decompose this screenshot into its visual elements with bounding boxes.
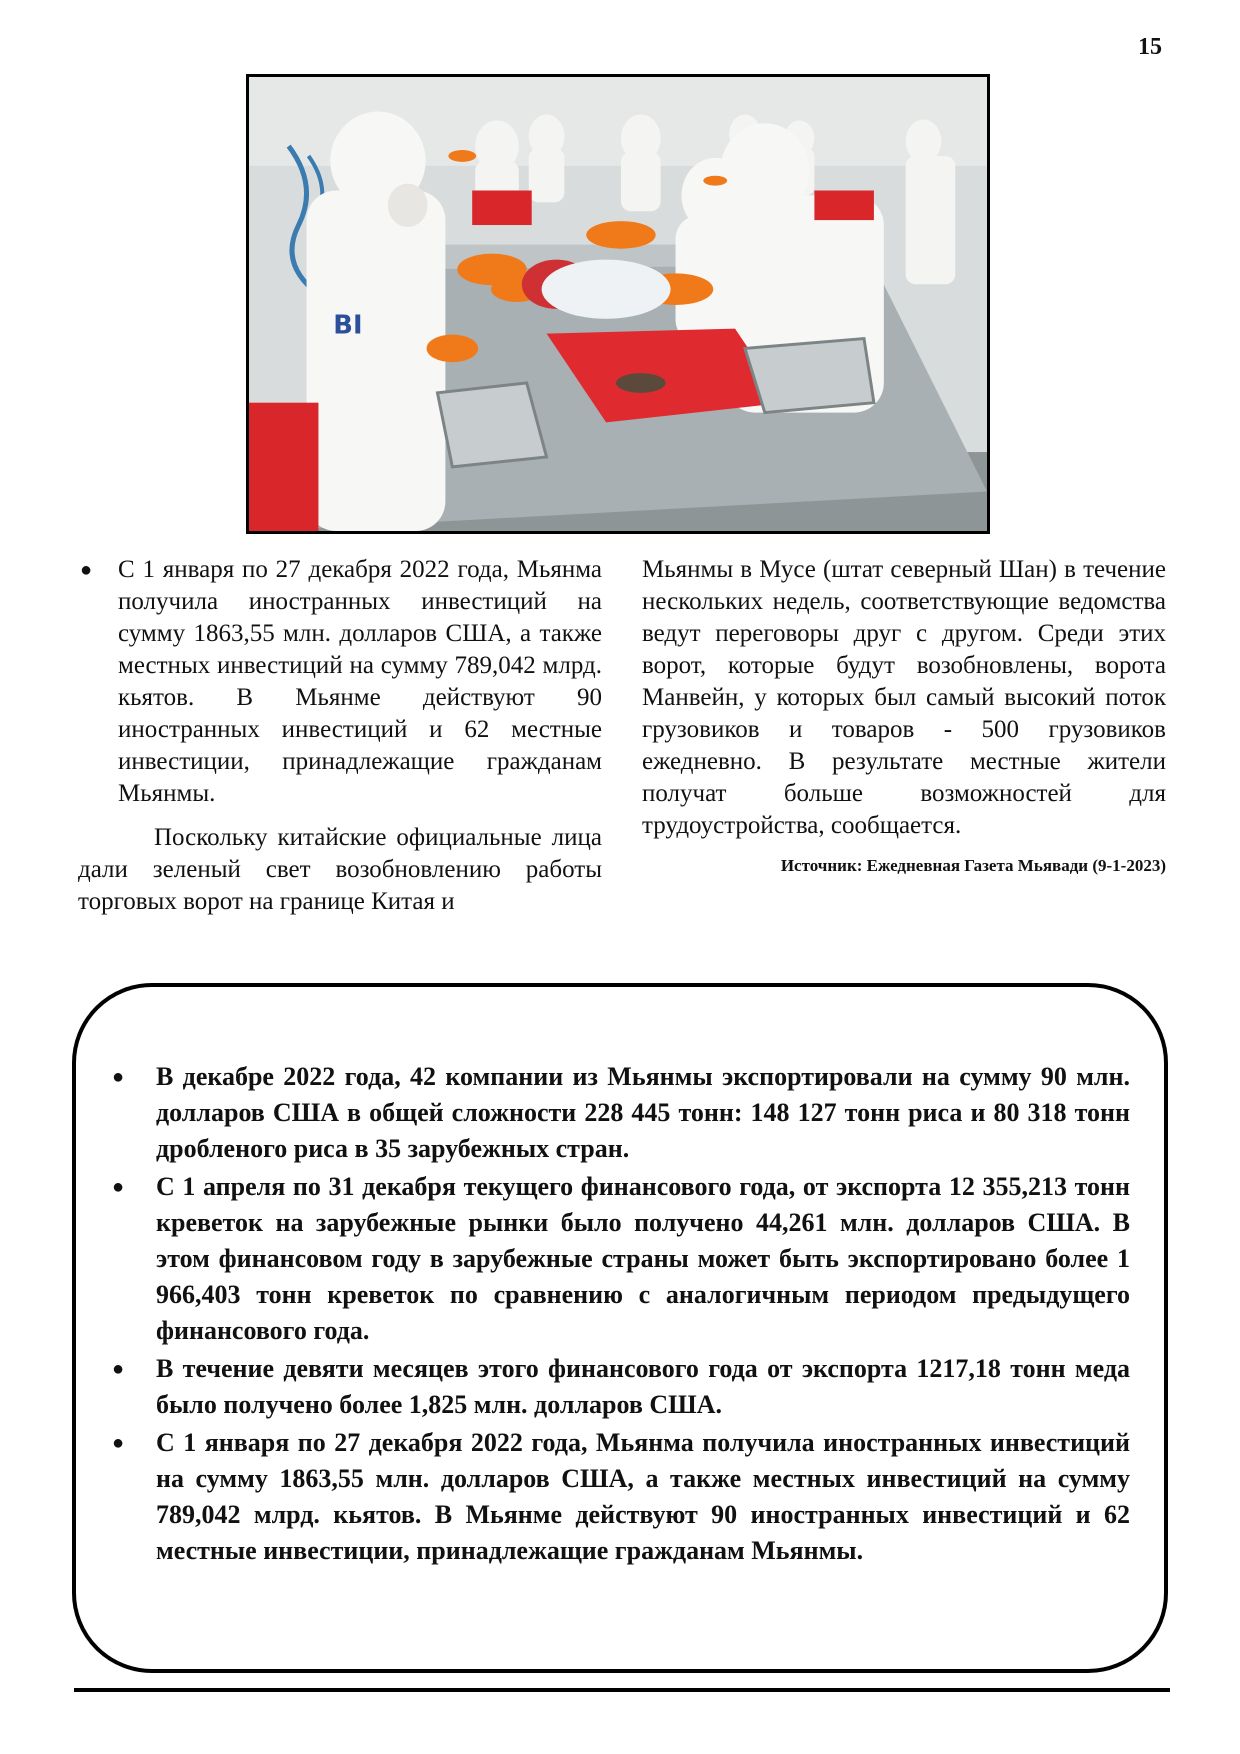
article-left-column	[78, 554, 602, 918]
article-right-column	[642, 554, 1166, 876]
summary-item-text: С 1 января по 27 декабря 2022 года, Мьянма получила иностранных инвестиций на сумму 1863,55 млн. долларов США, а также местных инвестиций на сумму 789,042 млрд. кьятов. В Мьянме действуют 90 иностранных инвестиций и 62 местные инвестиции, принадлежащие гражданам Мьянмы.	[156, 1428, 1130, 1565]
bullet-icon: ●	[80, 559, 93, 581]
summary-item	[112, 1059, 1130, 1167]
bullet-icon: ●	[112, 1176, 125, 1198]
bullet-icon: ●	[112, 1358, 125, 1380]
summary-item	[112, 1169, 1130, 1349]
footer-rule	[74, 1688, 1170, 1692]
page-number: 15	[1138, 34, 1162, 60]
summary-item	[112, 1351, 1130, 1423]
article-columns	[78, 554, 1166, 954]
photo-illustration	[249, 77, 987, 531]
summary-item-text: С 1 апреля по 31 декабря текущего финансового года, от экспорта 12 355,213 тонн креветок на зарубежные рынки было получено 44,261 млн. долларов США. В этом финансовом году в зарубежные страны может быть экспортировано более 1 966,403 тонн креветок по сравнению с аналогичным периодом предыдущего финансового года.	[156, 1172, 1130, 1345]
summary-item-text: В течение девяти месяцев этого финансового года от экспорта 1217,18 тонн меда было получено более 1,825 млн. долларов США.	[156, 1354, 1130, 1419]
summary-item-text: В декабре 2022 года, 42 компании из Мьянмы экспортировали на сумму 90 млн. долларов США в общей сложности 228 445 тонн: 148 127 тонн риса и 80 318 тонн дробленого риса в 35 зарубежных стран.	[156, 1062, 1130, 1163]
article-bullet	[78, 554, 602, 810]
article-paragraph-left: Поскольку китайские официальные лица дали зеленый свет возобновлению работы торговых ворот на границе Китая и	[78, 824, 602, 915]
article-bullet-text: С 1 января по 27 декабря 2022 года, Мьянма получила иностранных инвестиций на сумму 1863,55 млн. долларов США, а также местных инвестиций на сумму 789,042 млрд. кьятов. В Мьянме действуют 90 иностранных инвестиций и 62 местные инвестиции, принадлежащие гражданам Мьянмы.	[118, 556, 602, 807]
bullet-icon: ●	[112, 1066, 125, 1088]
summary-item	[112, 1425, 1130, 1569]
summary-box	[72, 983, 1168, 1673]
bullet-icon: ●	[112, 1432, 125, 1454]
svg-text:BI: BI	[333, 310, 363, 341]
article-source: Источник: Ежедневная Газета Мьявади (9-1-2023)	[780, 856, 1166, 875]
summary-list	[76, 987, 1164, 1569]
shrimp-processing-photo	[246, 74, 990, 534]
article-paragraph-right: Мьянмы в Мусе (штат северный Шан) в течение нескольких недель, соответствующие ведомства ведут переговоры друг с другом. Среди этих ворот, которые будут возобновлены, ворота Манвейн, у которых был самый высокий поток грузовиков и товаров - 500 грузовиков ежедневно. В результате местные жители получат больше возможностей для трудоустройства, сообщается.	[642, 556, 1166, 839]
